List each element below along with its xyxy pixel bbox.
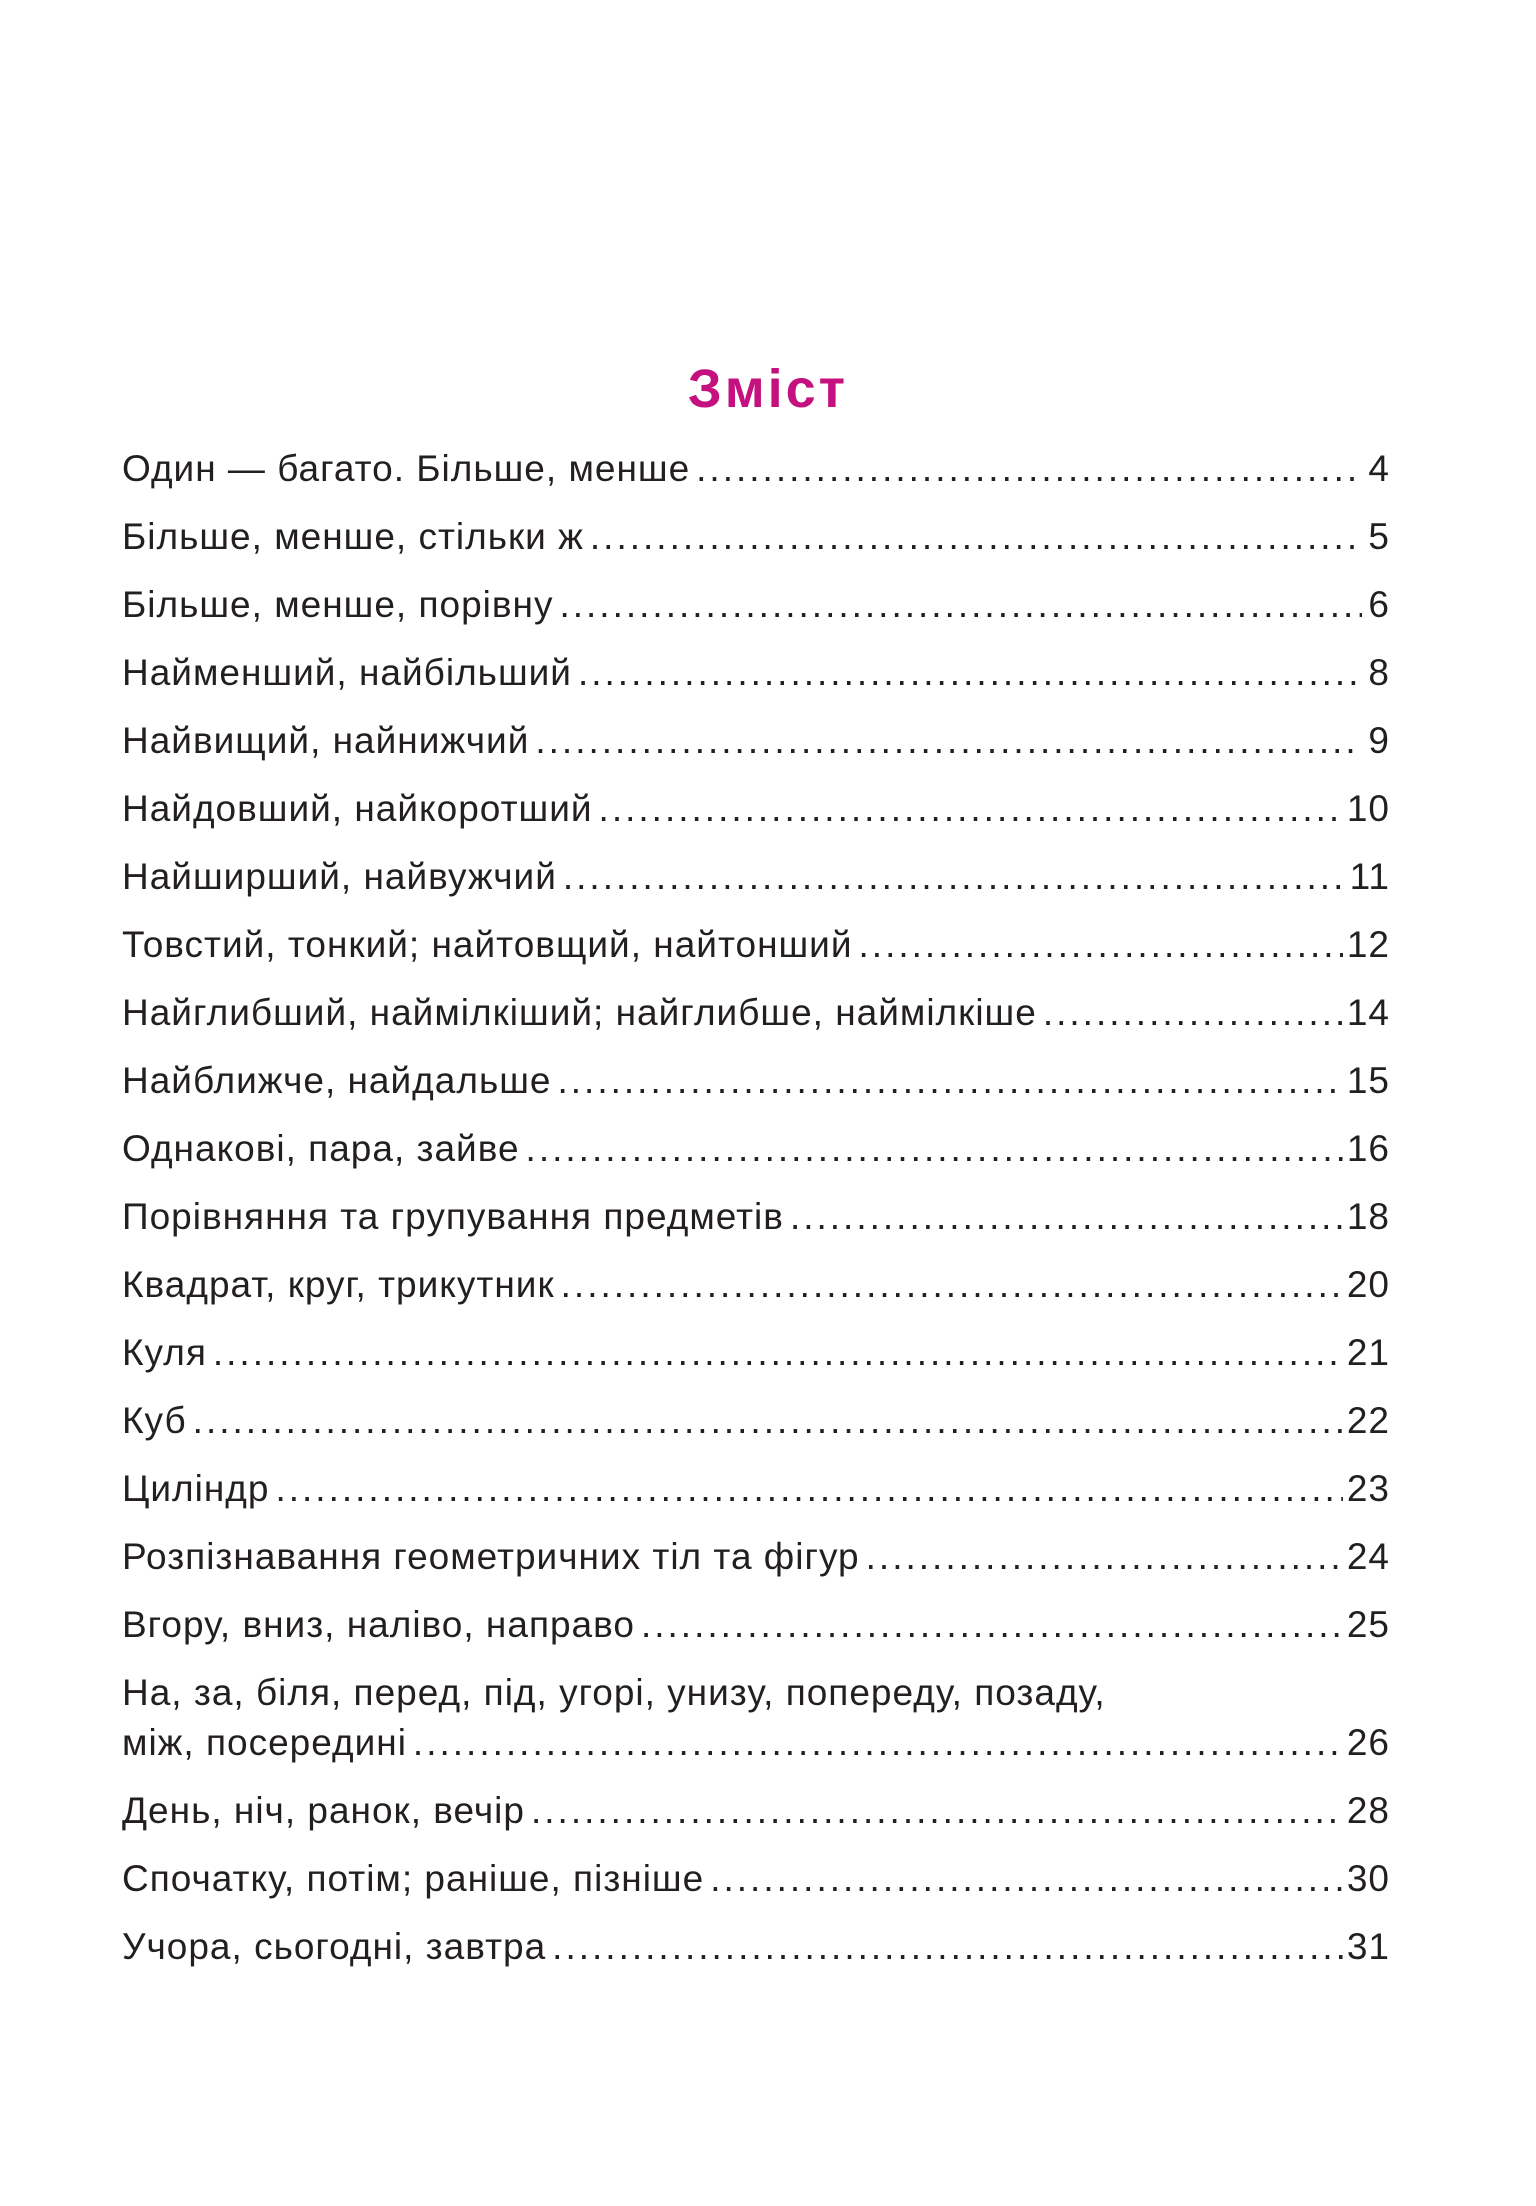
toc-entry[interactable] (122, 722, 1390, 790)
toc-entry[interactable] (122, 1402, 1390, 1470)
toc-entry-title: Найближче, найдальше (122, 1060, 552, 1101)
toc-page-number: 11 (1349, 856, 1390, 897)
toc-entry[interactable] (122, 586, 1390, 654)
toc-entry[interactable] (122, 1062, 1390, 1130)
toc-page-number: 22 (1346, 1400, 1390, 1441)
toc-page-number: 5 (1368, 516, 1390, 557)
toc-entry[interactable] (122, 1606, 1390, 1674)
dot-leader (590, 518, 1362, 555)
toc-entry[interactable] (122, 1674, 1390, 1792)
dot-leader (557, 1062, 1342, 1099)
toc-page-number: 16 (1346, 1128, 1390, 1169)
dot-leader (552, 1928, 1343, 1965)
toc-entry[interactable] (122, 994, 1390, 1062)
toc-page-number: 10 (1346, 788, 1390, 829)
toc-entry-title: Найширший, найвужчий (122, 856, 557, 897)
toc-page-number: 21 (1346, 1332, 1390, 1373)
toc-page-number: 26 (1346, 1722, 1390, 1763)
dot-leader (563, 858, 1346, 895)
dot-leader (696, 450, 1362, 487)
toc-page-number: 8 (1368, 652, 1390, 693)
toc-entry-title: День, ніч, ранок, вечір (122, 1790, 525, 1831)
toc-page-number: 24 (1346, 1536, 1390, 1577)
toc-entry-title-line1: На, за, біля, перед, під, угорі, унизу, попереду, позаду, (122, 1672, 1106, 1713)
toc-entry-title: Квадрат, круг, трикутник (122, 1264, 555, 1305)
toc-entry-title: Куб (122, 1400, 187, 1441)
toc-entry-title: Найглибший, наймілкіший; найглибше, наймілкіше (122, 992, 1037, 1033)
toc-entry-title: Найвищий, найнижчий (122, 720, 530, 761)
toc-page-number: 12 (1346, 924, 1390, 965)
toc-entry-title: Більше, менше, порівну (122, 584, 554, 625)
toc-page-number: 6 (1368, 584, 1390, 625)
toc-entry[interactable] (122, 1198, 1390, 1266)
toc-entry-title: Вгору, вниз, наліво, направо (122, 1604, 635, 1645)
dot-leader (193, 1402, 1343, 1439)
toc-entry-title: Найменший, найбільший (122, 652, 572, 693)
toc-entry-title: Розпізнавання геометричних тіл та фігур (122, 1536, 860, 1577)
toc-entry-title: Найдовший, найкоротший (122, 788, 593, 829)
dot-leader (559, 586, 1362, 623)
toc-entry-title: Куля (122, 1332, 207, 1373)
toc-entry[interactable] (122, 654, 1390, 722)
toc-entry-title: Циліндр (122, 1468, 270, 1509)
toc-entry[interactable] (122, 1928, 1390, 1996)
toc-page-number: 14 (1346, 992, 1390, 1033)
dot-leader (710, 1860, 1343, 1897)
dot-leader (275, 1470, 1342, 1507)
toc-entry[interactable] (122, 858, 1390, 926)
toc-entry-title: Більше, менше, стільки ж (122, 516, 584, 557)
dot-leader (213, 1334, 1343, 1371)
dot-leader (535, 722, 1362, 759)
toc-page-number: 9 (1368, 720, 1390, 761)
toc-page-number: 25 (1346, 1604, 1390, 1645)
toc-page-number: 18 (1346, 1196, 1390, 1237)
toc-entry-title: Порівняння та групування предметів (122, 1196, 784, 1237)
toc-page-number: 28 (1346, 1790, 1390, 1831)
toc-entry[interactable] (122, 1266, 1390, 1334)
toc-entry[interactable] (122, 1130, 1390, 1198)
toc-page-number: 23 (1346, 1468, 1390, 1509)
toc-entry-title: між, посередині (122, 1722, 407, 1763)
dot-leader (413, 1724, 1343, 1761)
toc-entry[interactable] (122, 1470, 1390, 1538)
table-of-contents (122, 450, 1390, 1996)
dot-leader (526, 1130, 1343, 1167)
dot-leader (599, 790, 1343, 827)
toc-entry-title: Учора, сьогодні, завтра (122, 1926, 547, 1967)
toc-entry-title: Товстий, тонкий; найтовщий, найтонший (122, 924, 853, 965)
dot-leader (1043, 994, 1343, 1031)
dot-leader (866, 1538, 1343, 1575)
toc-entry[interactable] (122, 926, 1390, 994)
toc-page-number: 4 (1368, 448, 1390, 489)
toc-entry-title: Один — багато. Більше, менше (122, 448, 691, 489)
page-title: Зміст (687, 359, 849, 419)
dot-leader (531, 1792, 1343, 1829)
toc-page-number: 15 (1346, 1060, 1390, 1101)
toc-entry-title: Спочатку, потім; раніше, пізніше (122, 1858, 705, 1899)
toc-entry[interactable] (122, 1334, 1390, 1402)
toc-entry-title: Однакові, пара, зайве (122, 1128, 520, 1169)
toc-entry[interactable] (122, 1792, 1390, 1860)
toc-entry[interactable] (122, 450, 1390, 518)
toc-page-number: 20 (1346, 1264, 1390, 1305)
toc-entry[interactable] (122, 518, 1390, 586)
toc-entry[interactable] (122, 790, 1390, 858)
dot-leader (578, 654, 1362, 691)
dot-leader (790, 1198, 1343, 1235)
toc-entry[interactable] (122, 1538, 1390, 1606)
dot-leader (641, 1606, 1343, 1643)
toc-page-number: 30 (1346, 1858, 1390, 1899)
dot-leader (561, 1266, 1343, 1303)
dot-leader (859, 926, 1343, 963)
toc-page-number: 31 (1346, 1926, 1390, 1967)
toc-entry[interactable] (122, 1860, 1390, 1928)
